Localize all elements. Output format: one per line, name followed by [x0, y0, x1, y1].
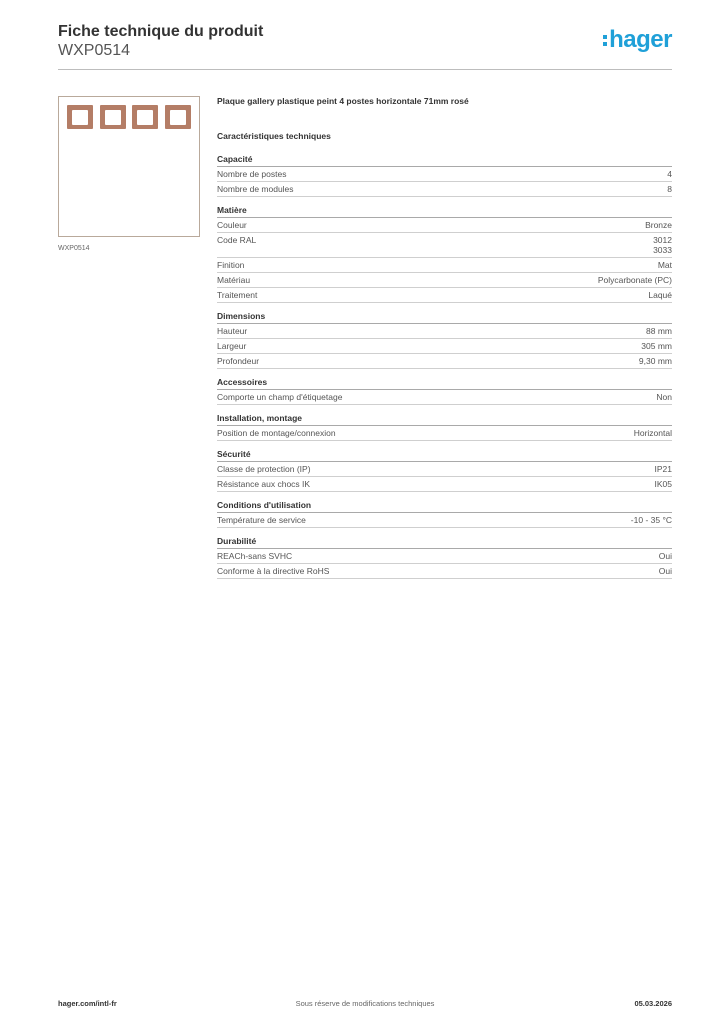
- spec-value-line: IK05: [654, 479, 672, 489]
- plate-module: [100, 105, 126, 129]
- spec-value-line: 3012: [653, 235, 672, 245]
- spec-label: Finition: [217, 260, 245, 270]
- spec-group-title: Sécurité: [217, 449, 672, 462]
- header-divider: [58, 69, 672, 70]
- footer-date: 05.03.2026: [634, 999, 672, 1008]
- spec-row: [217, 324, 672, 339]
- wall-plate-graphic: [60, 98, 198, 136]
- spec-value-line: Bronze: [645, 220, 672, 230]
- spec-value-line: Non: [656, 392, 672, 402]
- spec-label: Largeur: [217, 341, 247, 351]
- plate-opening: [105, 110, 121, 125]
- spec-value: [648, 290, 672, 300]
- logo-dots-icon: [603, 35, 607, 46]
- spec-row: [217, 233, 672, 258]
- spec-value: [659, 551, 672, 561]
- spec-value-line: 8: [667, 184, 672, 194]
- spec-label: Position de montage/connexion: [217, 428, 336, 438]
- plate-module: [67, 105, 93, 129]
- spec-value-line: Polycarbonate (PC): [597, 275, 672, 285]
- plate-opening: [170, 110, 186, 125]
- spec-group: [217, 500, 672, 528]
- spec-value: [645, 220, 672, 230]
- spec-group-title: Capacité: [217, 154, 672, 167]
- spec-row: [217, 167, 672, 182]
- spec-group-title: Conditions d'utilisation: [217, 500, 672, 513]
- plate-module: [132, 105, 158, 129]
- spec-label: Conforme à la directive RoHS: [217, 566, 330, 576]
- spec-value-line: Oui: [658, 551, 672, 561]
- spec-value-line: 88 mm: [646, 326, 672, 336]
- spec-value-line: 3033: [653, 245, 672, 255]
- spec-label: Nombre de modules: [217, 184, 294, 194]
- spec-value: [598, 275, 672, 285]
- spec-group: [217, 536, 672, 579]
- document-title: Fiche technique du produit: [58, 23, 264, 40]
- spec-value-line: Horizontal: [633, 428, 672, 438]
- product-reference: WXP0514: [58, 42, 131, 59]
- spec-value: [659, 566, 672, 576]
- spec-label: Nombre de postes: [217, 169, 287, 179]
- spec-value: [667, 169, 672, 179]
- spec-value-line: 305 mm: [641, 341, 672, 351]
- spec-group-title: Dimensions: [217, 311, 672, 324]
- spec-label: Matériau: [217, 275, 251, 285]
- spec-value-line: Laqué: [648, 290, 672, 300]
- spec-row: [217, 549, 672, 564]
- spec-label: Résistance aux chocs IK: [217, 479, 311, 489]
- plate-opening: [137, 110, 153, 125]
- spec-group: [217, 154, 672, 197]
- spec-group: [217, 449, 672, 492]
- spec-value: [656, 392, 672, 402]
- spec-row: [217, 258, 672, 273]
- plate-opening: [72, 110, 88, 125]
- footer-website: hager.com/intl-fr: [58, 999, 117, 1008]
- spec-value: [658, 260, 672, 270]
- spec-group: [217, 413, 672, 441]
- spec-row: [217, 339, 672, 354]
- spec-row: [217, 426, 672, 441]
- spec-value: [646, 326, 672, 336]
- spec-value: [655, 464, 673, 474]
- spec-row: [217, 182, 672, 197]
- spec-label: Traitement: [217, 290, 258, 300]
- document-header: [58, 22, 263, 60]
- hager-logo: [603, 26, 672, 54]
- spec-value-line: -10 - 35 °C: [630, 515, 672, 525]
- plate-module: [165, 105, 191, 129]
- spec-row: [217, 354, 672, 369]
- spec-group-title: Matière: [217, 205, 672, 218]
- spec-label: Couleur: [217, 220, 247, 230]
- spec-value-line: 4: [667, 169, 672, 179]
- spec-label: Classe de protection (IP): [217, 464, 311, 474]
- spec-groups: [217, 154, 672, 579]
- spec-label: REACh-sans SVHC: [217, 551, 293, 561]
- spec-row: [217, 564, 672, 579]
- spec-group-title: Installation, montage: [217, 413, 672, 426]
- spec-group: [217, 311, 672, 369]
- spec-value-line: IP21: [654, 464, 672, 474]
- spec-row: [217, 288, 672, 303]
- spec-value-line: Oui: [658, 566, 672, 576]
- spec-label: Hauteur: [217, 326, 248, 336]
- spec-row: [217, 477, 672, 492]
- product-image: [58, 96, 200, 237]
- spec-label: Température de service: [217, 515, 306, 525]
- spec-value: [653, 235, 672, 255]
- spec-value-line: 9,30 mm: [638, 356, 672, 366]
- spec-row: [217, 513, 672, 528]
- spec-value: [641, 341, 672, 351]
- logo-text: hager: [609, 26, 672, 53]
- spec-value: [634, 428, 672, 438]
- spec-value-line: Mat: [657, 260, 672, 270]
- spec-row: [217, 462, 672, 477]
- spec-value: [639, 356, 672, 366]
- section-title: Caractéristiques techniques: [217, 131, 331, 141]
- spec-group-title: Durabilité: [217, 536, 672, 549]
- spec-group: [217, 377, 672, 405]
- spec-row: [217, 273, 672, 288]
- spec-group-title: Accessoires: [217, 377, 672, 390]
- spec-label: Code RAL: [217, 235, 257, 245]
- spec-value: [667, 184, 672, 194]
- spec-group: [217, 205, 672, 303]
- image-caption: WXP0514: [58, 245, 90, 252]
- spec-label: Comporte un champ d'étiquetage: [217, 392, 343, 402]
- product-description: Plaque gallery plastique peint 4 postes horizontale 71mm rosé: [217, 96, 469, 106]
- footer-notice: Sous réserve de modifications techniques: [295, 999, 435, 1008]
- specifications: [217, 96, 672, 587]
- spec-row: [217, 218, 672, 233]
- spec-value: [655, 479, 673, 489]
- spec-row: [217, 390, 672, 405]
- spec-label: Profondeur: [217, 356, 260, 366]
- spec-value: [631, 515, 672, 525]
